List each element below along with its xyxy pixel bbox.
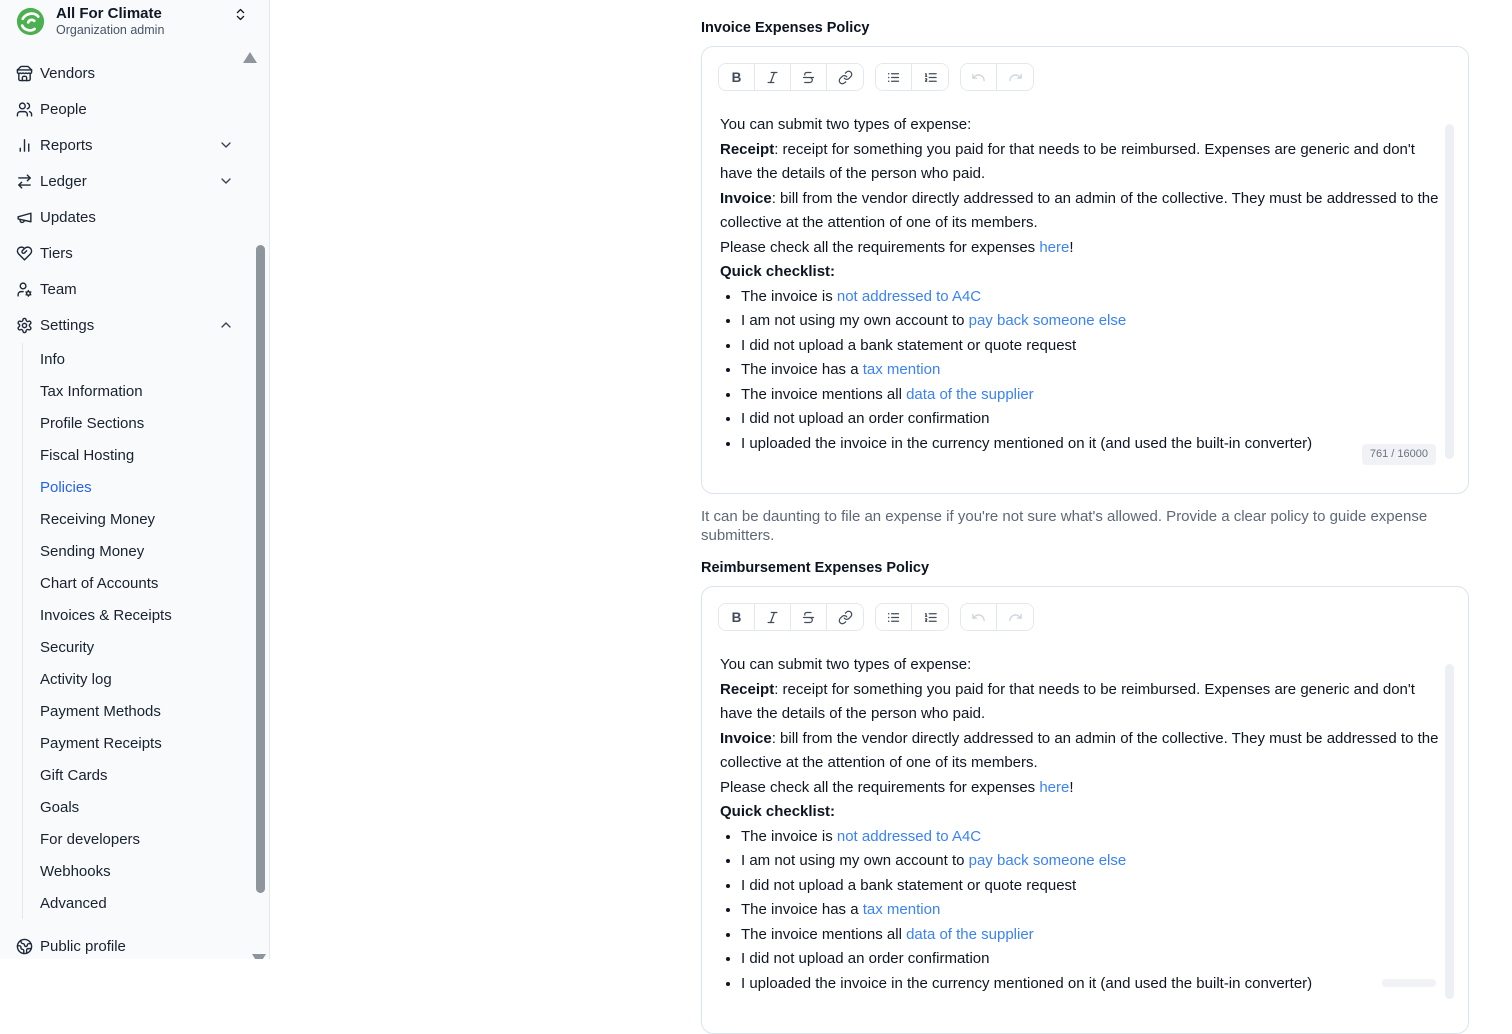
settings-subitem-label: Chart of Accounts (40, 574, 159, 592)
sidebar-item-label: Team (40, 280, 77, 298)
ordered-list-button[interactable] (912, 64, 948, 90)
editor-list-item (741, 383, 1450, 408)
bold-button[interactable]: B (719, 64, 755, 90)
settings-subitem-label: Invoices & Receipts (40, 606, 172, 624)
chevron-down-icon (218, 137, 234, 153)
settings-subitem-label: Payment Receipts (40, 734, 162, 752)
settings-subitem-label: Receiving Money (40, 510, 156, 528)
settings-subitem-profile-sections[interactable] (23, 407, 234, 439)
sidebar-item-label: Reports (40, 136, 93, 154)
editor-scrollbar-thumb[interactable] (1445, 124, 1454, 459)
editor-list-item (741, 849, 1450, 874)
user-cog-icon (16, 281, 33, 298)
sidebar-nav (16, 55, 234, 919)
editor-text: I did not upload a bank statement or quote request (741, 336, 1077, 354)
account-role: Organization admin (56, 23, 165, 37)
invoice-policy-title: Invoice Expenses Policy (701, 20, 870, 36)
settings-subitem-info[interactable] (23, 343, 234, 375)
settings-subitem-label: Policies (40, 478, 92, 496)
ordered-list-button[interactable] (912, 604, 948, 630)
editor-list-item (741, 947, 1450, 972)
settings-subitem-label: Activity log (40, 670, 112, 688)
sidebar-item-updates[interactable] (16, 199, 234, 235)
sidebar-item-vendors[interactable] (16, 55, 234, 91)
editor-paragraph (720, 776, 1450, 801)
list-button-group (875, 63, 949, 91)
undo-button[interactable] (961, 64, 997, 90)
settings-subitem-gift-cards[interactable] (23, 759, 234, 791)
editor-bold-text: Receipt (720, 680, 775, 698)
editor-text: I uploaded the invoice in the currency mentioned on it (and used the built-in converter) (741, 974, 1313, 992)
chevrons-up-down-icon[interactable] (233, 7, 249, 23)
editor-list-item (741, 407, 1450, 432)
arrows-left-right-icon (16, 173, 33, 190)
italic-button[interactable] (755, 64, 791, 90)
editor-list-item (741, 334, 1450, 359)
editor-bullet-list (720, 285, 1450, 457)
chevron-down-icon (218, 173, 234, 189)
editor-bold-text: Invoice (720, 729, 772, 747)
sidebar-scroll-down-arrow[interactable] (252, 954, 266, 959)
settings-subitem-payment-receipts[interactable] (23, 727, 234, 759)
editor-link[interactable]: tax mention (862, 901, 941, 918)
settings-subitem-label: Advanced (40, 894, 107, 912)
editor-text: The invoice has a (741, 901, 863, 918)
settings-subitem-security[interactable] (23, 631, 234, 663)
editor-link[interactable]: data of the supplier (906, 385, 1034, 403)
list-button-group (875, 603, 949, 631)
users-icon (16, 101, 33, 118)
sidebar-scroll-up-arrow[interactable] (243, 52, 257, 63)
editor-list-item (741, 825, 1450, 850)
reimbursement-policy-rich-text-editor[interactable] (702, 631, 1468, 996)
editor-bold-text: Invoice (720, 189, 772, 207)
editor-list-item (741, 309, 1450, 334)
sidebar-item-label: Ledger (40, 172, 87, 190)
editor-paragraph (720, 236, 1450, 261)
sidebar-item-label: Vendors (40, 64, 96, 82)
editor-text: You can submit two types of expense: (720, 116, 972, 133)
chevron-up-icon (218, 317, 234, 333)
bold-button[interactable]: B (719, 604, 755, 630)
reimbursement-policy-title: Reimbursement Expenses Policy (701, 560, 930, 576)
settings-subitem-receiving-money[interactable] (23, 503, 234, 535)
editor-text: The invoice has a (741, 361, 863, 378)
editor-text: I did not upload a bank statement or quote request (741, 876, 1077, 894)
editor-text: The invoice mentions all (741, 925, 907, 943)
store-icon (16, 65, 33, 82)
reimbursement-policy-editor-card (701, 586, 1469, 1034)
settings-subitem-label: Security (40, 638, 95, 656)
editor-link[interactable]: not addressed to A4C (836, 827, 982, 845)
editor-list-item (741, 972, 1450, 997)
editor-text: The invoice is (741, 287, 837, 305)
bullet-list-button[interactable] (876, 64, 912, 90)
invoice-policy-editor-card (701, 46, 1469, 494)
account-switcher-header (0, 0, 269, 42)
link-button[interactable] (827, 604, 863, 630)
format-button-group (718, 63, 864, 91)
char-count-badge: 761 / 16000 (1362, 444, 1436, 465)
editor-bold-text: Receipt (720, 140, 775, 158)
settings-subitem-label: Fiscal Hosting (40, 446, 135, 464)
sidebar-item-label: People (40, 100, 87, 118)
globe-icon (16, 938, 33, 955)
editor-list-item (741, 285, 1450, 310)
editor-list-item (741, 432, 1450, 457)
editor-text: The invoice is (741, 827, 837, 845)
settings-subitem-activity-log[interactable] (23, 663, 234, 695)
settings-subitem-advanced[interactable] (23, 887, 234, 919)
char-count-badge (1382, 979, 1436, 987)
sidebar (0, 0, 270, 959)
italic-button[interactable] (755, 604, 791, 630)
history-button-group (960, 603, 1034, 631)
sidebar-item-label: Updates (40, 208, 96, 226)
sidebar-item-public-profile[interactable] (16, 938, 234, 955)
settings-subitem-policies[interactable] (23, 471, 234, 503)
sidebar-item-people[interactable] (16, 91, 234, 127)
settings-subitem-chart-of-accounts[interactable] (23, 567, 234, 599)
editor-bold-text: Quick checklist: (720, 263, 836, 280)
editor-link[interactable]: data of the supplier (906, 925, 1034, 943)
sidebar-item-ledger[interactable] (16, 163, 234, 199)
settings-subnav (22, 343, 234, 919)
gear-icon (16, 317, 33, 334)
settings-subitem-sending-money[interactable] (23, 535, 234, 567)
settings-subitem-label: Info (40, 350, 66, 368)
account-name: All For Climate (56, 5, 162, 22)
sidebar-item-tiers[interactable] (16, 235, 234, 271)
settings-subitem-fiscal-hosting[interactable] (23, 439, 234, 471)
editor-text: ! (1069, 778, 1074, 796)
editor-paragraph (720, 653, 1450, 678)
editor-text: ! (1069, 238, 1074, 256)
editor-paragraph (720, 678, 1450, 727)
editor-text: I am not using my own account to (741, 852, 969, 869)
strikethrough-button[interactable] (791, 64, 827, 90)
bullet-list-button[interactable] (876, 604, 912, 630)
undo-button[interactable] (961, 604, 997, 630)
settings-subitem-label: Webhooks (40, 862, 111, 880)
policy-helper-text: It can be daunting to file an expense if you're not sure what's allowed. Provide a clear policy to guide expense submitters. (701, 508, 1428, 544)
invoice-policy-rich-text-editor[interactable] (702, 91, 1468, 456)
editor-paragraph (720, 260, 1450, 285)
sidebar-item-label: Public profile (40, 938, 126, 955)
settings-subitem-label: Gift Cards (40, 766, 108, 784)
history-button-group (960, 63, 1034, 91)
editor-link[interactable]: pay back someone else (968, 312, 1127, 329)
editor-link[interactable]: pay back someone else (968, 852, 1127, 869)
redo-button[interactable] (997, 64, 1033, 90)
editor-bold-text: Quick checklist: (720, 803, 836, 820)
editor-link[interactable]: here (1039, 778, 1070, 796)
settings-subitem-label: Goals (40, 798, 80, 816)
editor-list-item (741, 358, 1450, 383)
editor-text: : bill from the vendor directly addressed to an admin of the collective. They must be addressed to the collective at the attention of one of its members. (720, 189, 1439, 231)
strikethrough-button[interactable] (791, 604, 827, 630)
editor-text: : receipt for something you paid for that needs to be reimbursed. Expenses are generic and don't have the details of the person who paid. (720, 680, 1415, 722)
settings-subitem-label: Payment Methods (40, 702, 161, 720)
settings-subitem-for-developers[interactable] (23, 823, 234, 855)
editor-text: I did not upload an order confirmation (741, 950, 990, 967)
editor-toolbar (702, 47, 1468, 91)
format-button-group (718, 603, 864, 631)
editor-text: I did not upload an order confirmation (741, 410, 990, 427)
a4c-logo (16, 7, 45, 36)
settings-subitem-label: Tax Information (40, 382, 143, 400)
editor-text: Please check all the requirements for expenses (720, 238, 1040, 256)
settings-subitem-tax-information[interactable] (23, 375, 234, 407)
heart-handshake-icon (16, 245, 33, 262)
settings-subitem-invoices-receipts[interactable] (23, 599, 234, 631)
editor-link[interactable]: tax mention (862, 361, 941, 378)
editor-text: Please check all the requirements for expenses (720, 778, 1040, 796)
sidebar-item-label: Tiers (40, 244, 73, 262)
editor-paragraph (720, 800, 1450, 825)
editor-toolbar (702, 587, 1468, 631)
settings-subitem-label: Profile Sections (40, 414, 145, 432)
editor-paragraph (720, 113, 1450, 138)
editor-list-item (741, 874, 1450, 899)
sidebar-item-label: Settings (40, 316, 95, 334)
editor-paragraph (720, 138, 1450, 187)
editor-text: I am not using my own account to (741, 312, 969, 329)
editor-text: : receipt for something you paid for that needs to be reimbursed. Expenses are generic and don't have the details of the person who paid. (720, 140, 1415, 182)
bar-chart-icon (16, 137, 33, 154)
editor-scrollbar-thumb[interactable] (1445, 664, 1454, 999)
editor-paragraph (720, 187, 1450, 236)
redo-button[interactable] (997, 604, 1033, 630)
editor-text: The invoice mentions all (741, 385, 907, 403)
editor-list-item (741, 923, 1450, 948)
megaphone-icon (16, 209, 33, 226)
editor-text: I uploaded the invoice in the currency mentioned on it (and used the built-in converter) (741, 434, 1313, 452)
editor-link[interactable]: not addressed to A4C (836, 287, 982, 305)
settings-subitem-payment-methods[interactable] (23, 695, 234, 727)
editor-text: : bill from the vendor directly addressed to an admin of the collective. They must be addressed to the collective at the attention of one of its members. (720, 729, 1439, 771)
sidebar-item-reports[interactable] (16, 127, 234, 163)
editor-link[interactable]: here (1039, 238, 1070, 256)
sidebar-item-team[interactable] (16, 271, 234, 307)
settings-subitem-label: Sending Money (40, 542, 145, 560)
sidebar-item-settings[interactable] (16, 307, 234, 343)
settings-subitem-goals[interactable] (23, 791, 234, 823)
editor-text: You can submit two types of expense: (720, 656, 972, 673)
editor-bullet-list (720, 825, 1450, 997)
settings-subitem-label: For developers (40, 830, 141, 848)
link-button[interactable] (827, 64, 863, 90)
policies-settings-panel (701, 0, 1469, 1034)
editor-paragraph (720, 727, 1450, 776)
sidebar-scrollbar-thumb[interactable] (256, 245, 265, 893)
editor-list-item (741, 898, 1450, 923)
settings-subitem-webhooks[interactable] (23, 855, 234, 887)
